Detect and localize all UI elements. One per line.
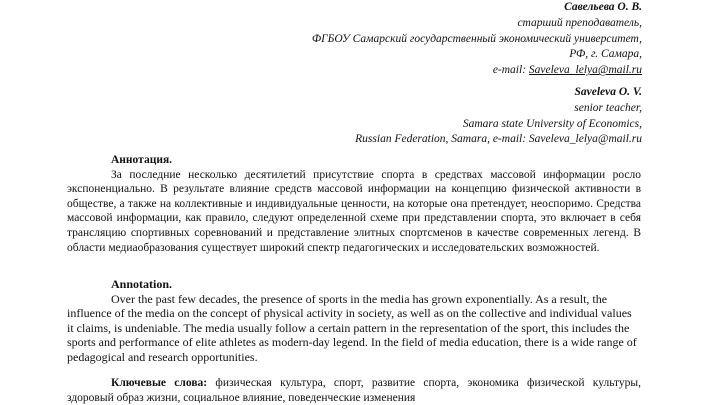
ru-author-name: Савельева О. В. bbox=[564, 1, 642, 13]
en-author-position: senior teacher, bbox=[574, 101, 642, 114]
ru-abstract-heading: Аннотация. bbox=[111, 154, 173, 166]
ru-abstract-text: За последние несколько десятилетий присутствие спорта в средствах массовой информации росло экспоненциально. В результате влияние средств массовой информации на концепцию физической активности в обществе, а также на коллективные и индивидуальные ценности, на которые она претендует, неоспоримо. Средства массовой информации, как правило, следуют определенной схеме при представлении спорта, это включает в себя трансляцию спортивных соревнований и представление элитных спортсменов в качестве современных легенд. В области медиаобразования существует широкий спектр педагогических и исследовательских возможностей. bbox=[67, 168, 641, 254]
ru-author-position: старший преподаватель, bbox=[517, 16, 642, 29]
en-author-location-email: Russian Federation, Samara, e-mail: Saveleva_lelya@mail.ru bbox=[355, 133, 642, 146]
ru-abstract bbox=[67, 153, 641, 255]
ru-author-university: ФГБОУ Самарский государственный экономический университет, bbox=[311, 32, 642, 45]
en-abstract bbox=[67, 277, 641, 365]
en-abstract-text: Over the past few decades, the presence of sports in the media has grown exponentially. As a result, the influence of the media on the concept of physical activity in society, as well as on the collective and individual values it claims, is undeniable. The media usually follow a certain pattern in the representation of the sport, this includes the sports and performance of elite athletes as modern-day legend. In the field of media education, there is a wide range of pedagogical and research opportunities. bbox=[67, 291, 637, 364]
keywords-paragraph bbox=[67, 376, 641, 405]
ru-email-label: e-mail: bbox=[492, 64, 529, 77]
ru-author-location: РФ, г. Самара, bbox=[569, 48, 642, 61]
ru-email-link[interactable]: Saveleva_lelya@mail.ru bbox=[528, 64, 642, 77]
ru-author-block bbox=[312, 0, 642, 79]
keywords-label: Ключевые слова: bbox=[111, 377, 208, 389]
en-author-block bbox=[355, 85, 642, 148]
en-author-university: Samara state University of Economics, bbox=[462, 117, 642, 130]
keywords-text: физическая культура, спорт, развитие спорта, экономика физической культуры, здоровый образ жизни, социальное влияние, поведенческие изменения bbox=[67, 377, 641, 404]
en-abstract-heading: Annotation. bbox=[111, 277, 173, 291]
en-author-name: Saveleva O. V. bbox=[574, 86, 642, 98]
ru-author-email-line bbox=[312, 63, 642, 79]
